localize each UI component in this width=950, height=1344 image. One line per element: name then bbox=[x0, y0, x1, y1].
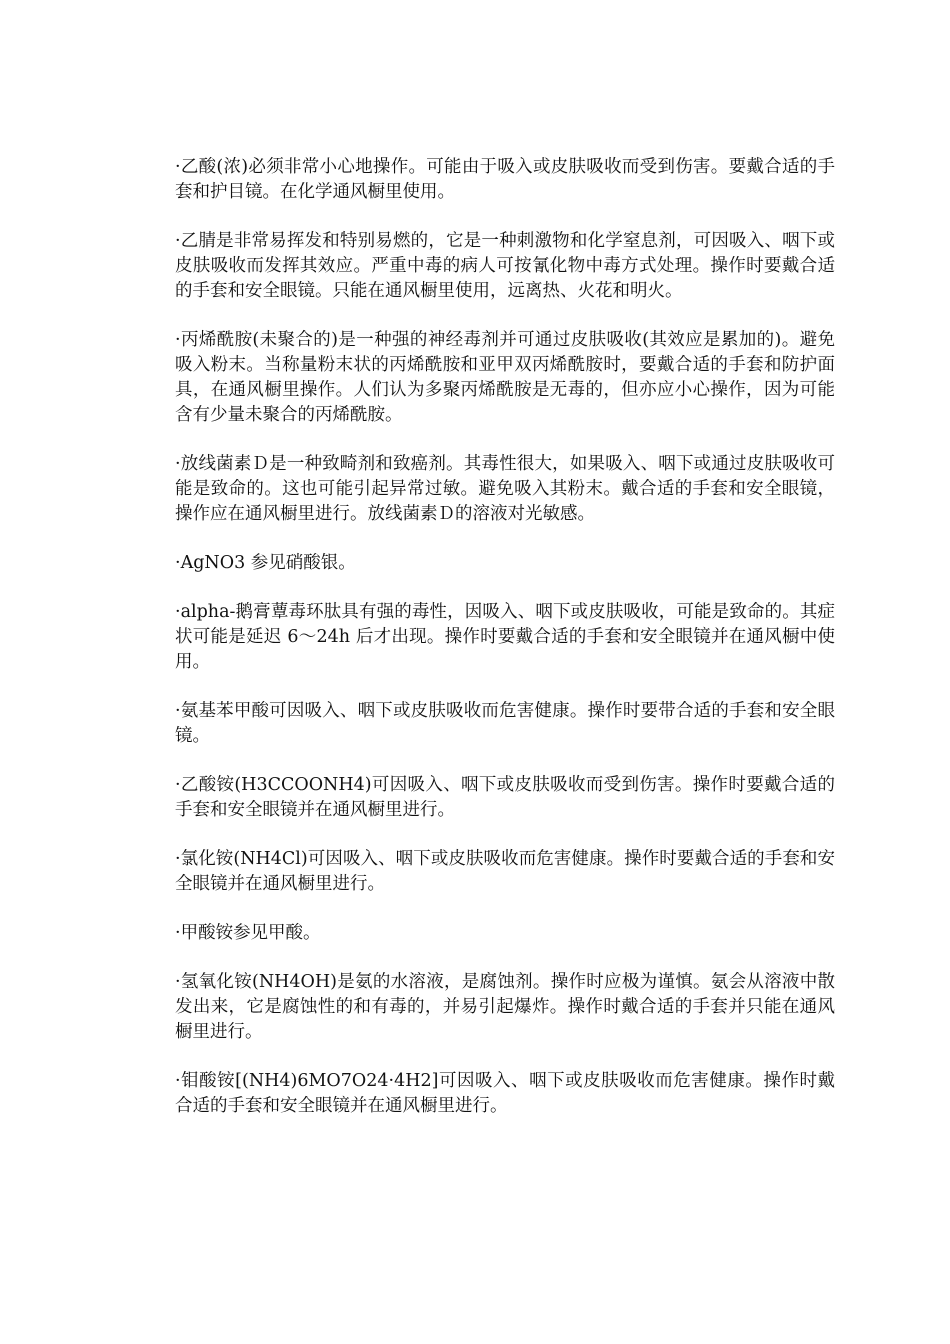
paragraph-ammonium-formate: ·甲酸铵参见甲酸。 bbox=[175, 923, 321, 943]
paragraph-actinomycin-d: ·放线菌素Ｄ是一种致畸剂和致癌剂。其毒性很大，如果吸入、咽下或通过皮肤吸收可能是致命的。这也可能引起异常过敏。避免吸入其粉末。戴合适的手套和安全眼镜，操作应在通风橱里进行。放线菌素Ｄ的溶液对光敏感。 bbox=[175, 454, 835, 524]
paragraph-acetonitrile: ·乙腈是非常易挥发和特别易燃的，它是一种刺激物和化学窒息剂，可因吸入、咽下或皮肤吸收而发挥其效应。严重中毒的病人可按氰化物中毒方式处理。操作时要戴合适的手套和安全眼镜。只能在通风橱里使用，远离热、火花和明火。 bbox=[175, 231, 835, 301]
paragraph-acrylamide: ·丙烯酰胺(未聚合的)是一种强的神经毒剂并可通过皮肤吸收(其效应是累加的)。避免吸入粉末。当称量粉末状的丙烯酰胺和亚甲双丙烯酰胺时，要戴合适的手套和防护面具，在通风橱里操作。人们认为多聚丙烯酰胺是无毒的，但亦应小心操作，因为可能含有少量未聚合的丙烯酰胺。 bbox=[175, 330, 835, 425]
paragraph-ammonium-hydroxide: ·氢氧化铵(NH4OH)是氨的水溶液，是腐蚀剂。操作时应极为谨慎。氨会从溶液中散发出来，它是腐蚀性的和有毒的，并易引起爆炸。操作时戴合适的手套并只能在通风橱里进行。 bbox=[175, 972, 835, 1042]
paragraph-aminobenzoic-acid: ·氨基苯甲酸可因吸入、咽下或皮肤吸收而危害健康。操作时要带合适的手套和安全眼镜。 bbox=[175, 701, 835, 746]
paragraph-alpha-amanitin: ·alpha-鹅膏蕈毒环肽具有强的毒性，因吸入、咽下或皮肤吸收，可能是致命的。其症状可能是延迟 6～24h 后才出现。操作时要戴合适的手套和安全眼镜并在通风橱中使用。 bbox=[175, 602, 835, 672]
document-page bbox=[175, 155, 835, 1143]
paragraph-acetic-acid: ·乙酸(浓)必须非常小心地操作。可能由于吸入或皮肤吸收而受到伤害。要戴合适的手套和护目镜。在化学通风橱里使用。 bbox=[175, 157, 835, 202]
paragraph-agno3: ·AgNO3 参见硝酸银。 bbox=[175, 553, 356, 573]
paragraph-ammonium-chloride: ·氯化铵(NH4Cl)可因吸入、咽下或皮肤吸收而危害健康。操作时要戴合适的手套和安全眼镜并在通风橱里进行。 bbox=[175, 849, 835, 894]
paragraph-ammonium-acetate: ·乙酸铵(H3CCOONH4)可因吸入、咽下或皮肤吸收而受到伤害。操作时要戴合适的手套和安全眼镜并在通风橱里进行。 bbox=[175, 775, 835, 820]
paragraph-ammonium-molybdate: ·钼酸铵[(NH4)6MO7O24·4H2]可因吸入、咽下或皮肤吸收而危害健康。操作时戴合适的手套和安全眼镜并在通风橱里进行。 bbox=[175, 1071, 835, 1116]
